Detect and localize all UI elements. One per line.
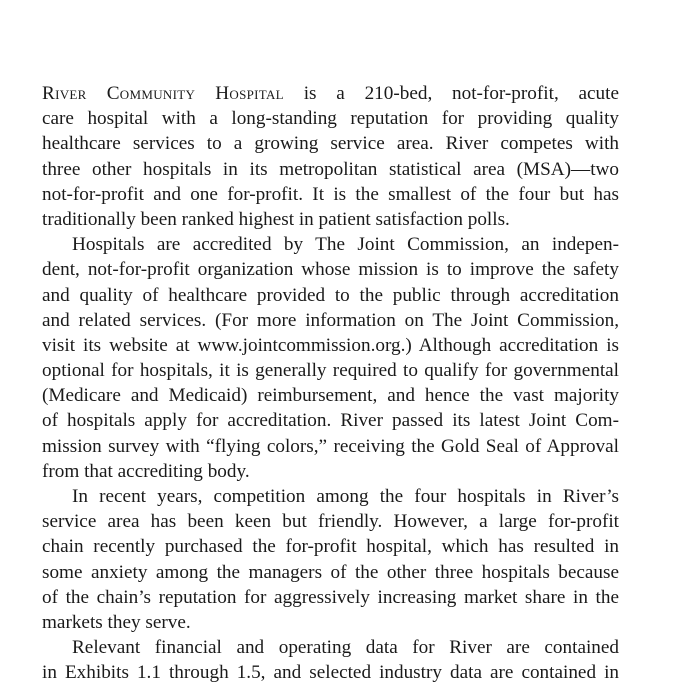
text-line: In recent years, competition among the four hospitals in River’s: [72, 486, 619, 507]
text-line: mission survey with “flying colors,” receiving the Gold Seal of Approval: [42, 435, 619, 457]
text-line: optional for hospitals, it is generally required to qualify for governmental: [42, 360, 619, 382]
text-line: healthcare services to a growing service area. River competes with: [42, 133, 619, 155]
document-body: [42, 81, 619, 686]
paragraph-1: [42, 81, 619, 232]
text-line: from that accrediting body.: [42, 460, 250, 482]
text-line: Hospitals are accredited by The Joint Commission, an indepen-: [72, 234, 619, 256]
paragraph-4: [42, 635, 619, 685]
text-line: in Exhibits 1.1 through 1.5, and selected industry data are contained in: [42, 662, 619, 684]
paragraph-3: [42, 484, 619, 635]
text-line: chain recently purchased the for-profit hospital, which has resulted in: [42, 536, 619, 558]
text-line: some anxiety among the managers of the other three hospitals because: [42, 561, 619, 583]
paragraph-2: [42, 232, 619, 484]
text-line: and quality of healthcare provided to the public through accreditation: [42, 284, 619, 306]
text-line: of hospitals apply for accreditation. River passed its latest Joint Com-: [42, 410, 619, 432]
text-line: traditionally been ranked highest in patient satisfaction polls.: [42, 208, 510, 230]
text-line: visit its website at www.jointcommission.org.) Although accreditation is: [42, 334, 619, 356]
text-line: dent, not-for-profit organization whose mission is to improve the safety: [42, 259, 619, 281]
text-line: care hospital with a long-standing reputation for providing quality: [42, 108, 619, 130]
text-line: not-for-profit and one for-profit. It is the smallest of the four but has: [42, 183, 619, 205]
text-line: of the chain’s reputation for aggressively increasing market share in the: [42, 586, 619, 608]
text-line: and related services. (For more information on The Joint Commission,: [42, 309, 619, 331]
text-line: service area has been keen but friendly. However, a large for-profit: [42, 511, 619, 533]
hospital-name-lead: River Community Hospital: [42, 83, 284, 104]
text-line: three other hospitals in its metropolitan statistical area (MSA)—two: [42, 158, 619, 180]
text-line: markets they serve.: [42, 611, 191, 633]
text-line: River Community Hospital is a 210-bed, not-for-profit, acute: [42, 83, 619, 104]
text-line: (Medicare and Medicaid) reimbursement, and hence the vast majority: [42, 385, 619, 407]
text-line: Relevant financial and operating data for River are contained: [72, 637, 619, 659]
